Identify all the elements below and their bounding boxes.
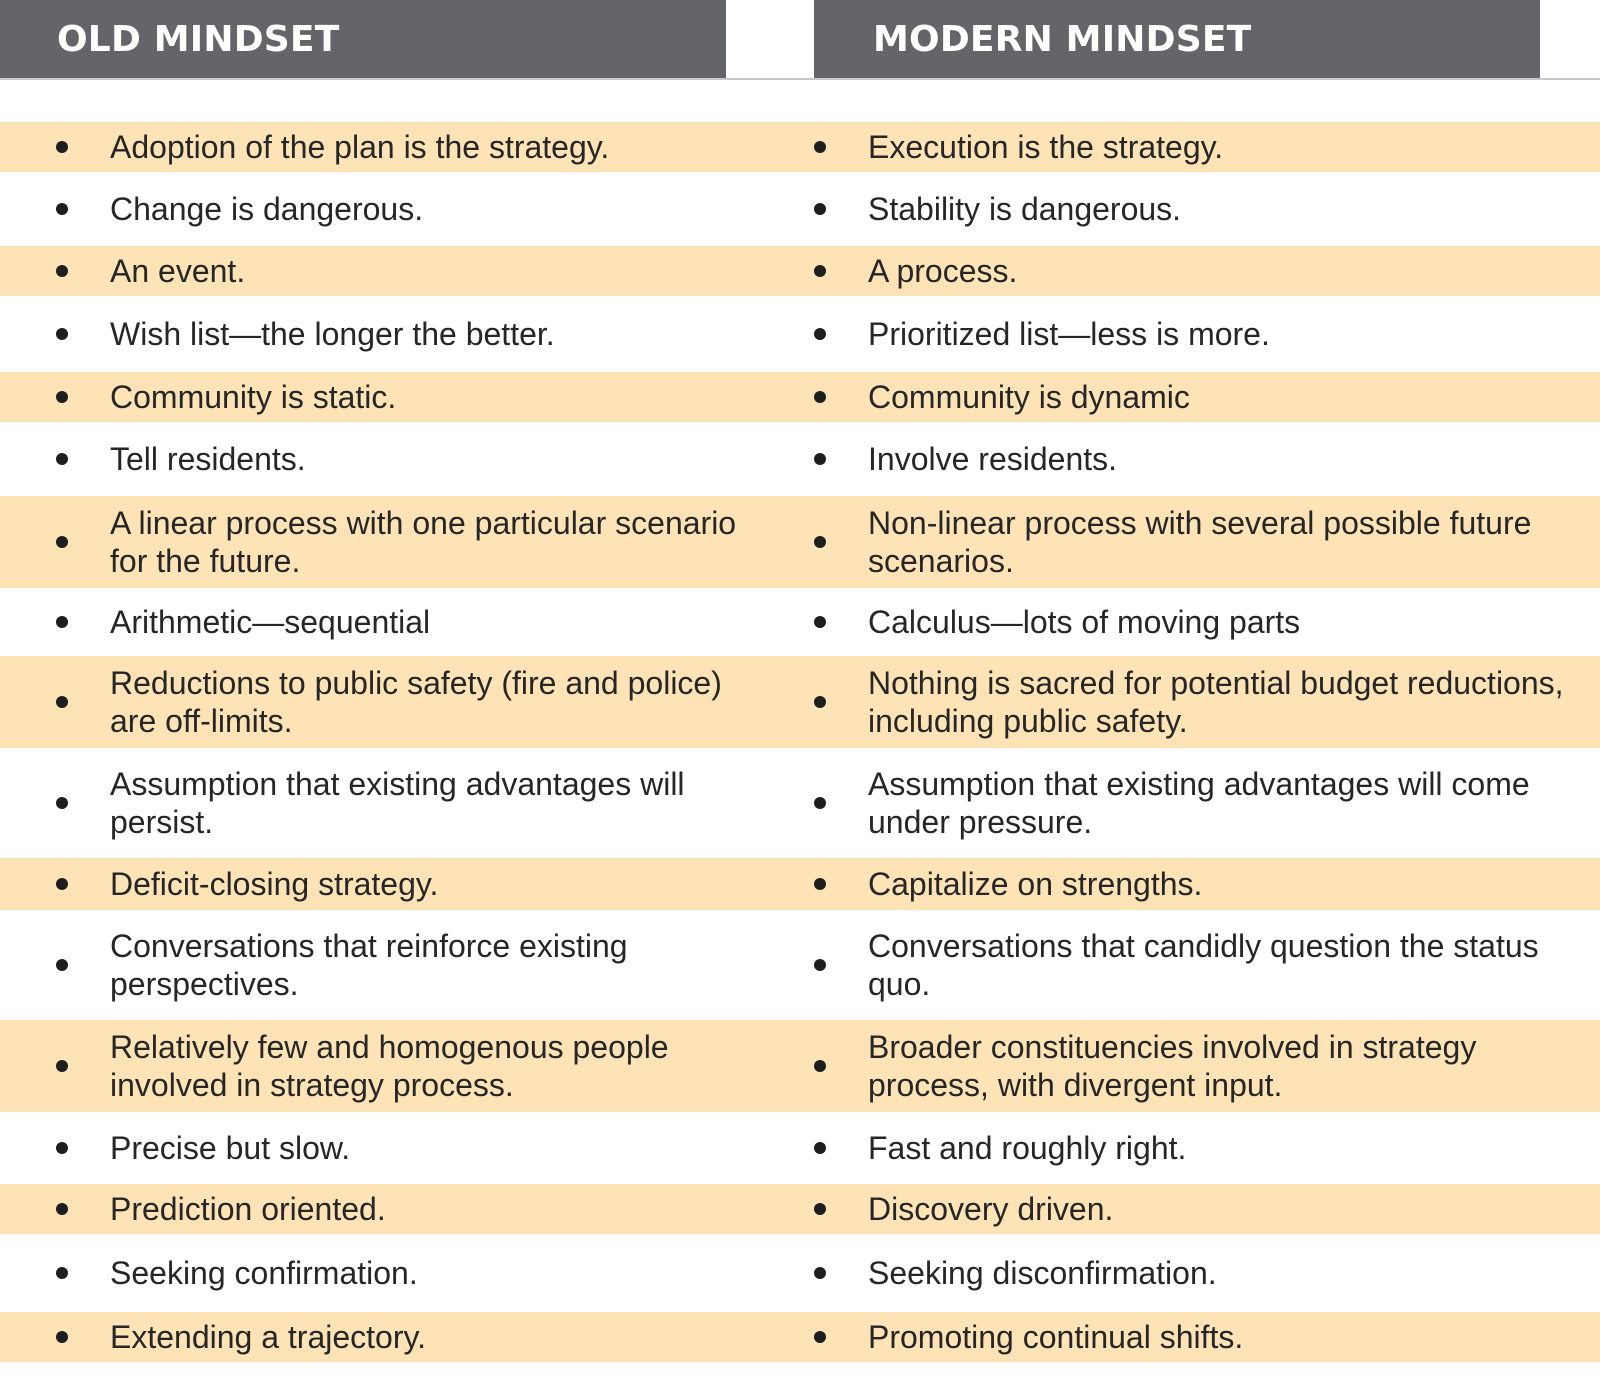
table-row xyxy=(0,1312,1600,1362)
old-mindset-item: Tell residents. xyxy=(110,441,306,477)
old-mindset-cell xyxy=(56,246,756,296)
modern-mindset-item: Conversations that candidly question the status quo. xyxy=(868,928,1539,1002)
modern-mindset-cell xyxy=(814,1112,1584,1184)
table-row xyxy=(0,372,1600,422)
bullet-icon xyxy=(56,1060,68,1072)
modern-mindset-header: MODERN MINDSET xyxy=(814,0,1540,78)
table-row xyxy=(0,1234,1600,1312)
modern-mindset-cell xyxy=(814,588,1584,656)
old-mindset-cell xyxy=(56,172,756,246)
bullet-icon xyxy=(814,265,826,277)
modern-mindset-cell xyxy=(814,748,1584,858)
table-row xyxy=(0,496,1600,588)
header-divider xyxy=(0,78,1600,80)
bullet-icon xyxy=(56,1267,68,1279)
modern-mindset-cell xyxy=(814,1312,1584,1362)
modern-mindset-cell xyxy=(814,1184,1584,1234)
table-row xyxy=(0,588,1600,656)
table-row xyxy=(0,1184,1600,1234)
bullet-icon xyxy=(814,1203,826,1215)
old-mindset-cell xyxy=(56,858,756,910)
modern-mindset-item: Non-linear process with several possible future scenarios. xyxy=(868,505,1532,579)
modern-mindset-item: Involve residents. xyxy=(868,441,1118,477)
old-mindset-cell xyxy=(56,588,756,656)
old-mindset-item: A linear process with one particular scenario for the future. xyxy=(110,505,737,579)
modern-mindset-cell xyxy=(814,422,1584,496)
old-mindset-cell xyxy=(56,656,756,748)
modern-mindset-cell xyxy=(814,1020,1584,1112)
old-mindset-cell xyxy=(56,910,756,1020)
old-mindset-cell xyxy=(56,1234,756,1312)
bullet-icon xyxy=(56,328,68,340)
modern-mindset-cell xyxy=(814,656,1584,748)
bullet-icon xyxy=(56,141,68,153)
old-mindset-item: Community is static. xyxy=(110,379,397,415)
modern-mindset-item: Nothing is sacred for potential budget reductions, including public safety. xyxy=(868,665,1564,739)
table-row xyxy=(0,1112,1600,1184)
modern-mindset-cell xyxy=(814,372,1584,422)
modern-mindset-cell xyxy=(814,122,1584,172)
table-row xyxy=(0,748,1600,858)
bullet-icon xyxy=(56,1142,68,1154)
old-mindset-item: Adoption of the plan is the strategy. xyxy=(110,129,610,165)
bullet-icon xyxy=(56,959,68,971)
modern-mindset-item: Seeking disconfirmation. xyxy=(868,1255,1217,1291)
old-mindset-cell xyxy=(56,496,756,588)
bullet-icon xyxy=(56,1331,68,1343)
old-mindset-cell xyxy=(56,372,756,422)
bullet-icon xyxy=(56,453,68,465)
bullet-icon xyxy=(56,265,68,277)
modern-mindset-item: Prioritized list—less is more. xyxy=(868,316,1270,352)
old-mindset-item: Conversations that reinforce existing perspectives. xyxy=(110,928,628,1002)
bullet-icon xyxy=(814,878,826,890)
old-mindset-item: Change is dangerous. xyxy=(110,191,424,227)
bullet-icon xyxy=(814,1267,826,1279)
modern-mindset-item: Calculus—lots of moving parts xyxy=(868,604,1301,640)
table-row xyxy=(0,656,1600,748)
table-row xyxy=(0,122,1600,172)
old-mindset-item: Arithmetic—sequential xyxy=(110,604,431,640)
old-mindset-cell xyxy=(56,122,756,172)
bullet-icon xyxy=(814,1060,826,1072)
old-mindset-item: Assumption that existing advantages will persist. xyxy=(110,766,685,840)
modern-mindset-cell xyxy=(814,910,1584,1020)
old-mindset-cell xyxy=(56,1020,756,1112)
bullet-icon xyxy=(56,797,68,809)
mindset-comparison-table xyxy=(0,122,1600,1362)
modern-mindset-item: Community is dynamic xyxy=(868,379,1190,415)
bullet-icon xyxy=(814,536,826,548)
bullet-icon xyxy=(56,1203,68,1215)
old-mindset-cell xyxy=(56,296,756,372)
bullet-icon xyxy=(814,141,826,153)
bullet-icon xyxy=(814,1142,826,1154)
table-row xyxy=(0,910,1600,1020)
bullet-icon xyxy=(814,1331,826,1343)
table-row xyxy=(0,296,1600,372)
modern-mindset-item: Capitalize on strengths. xyxy=(868,866,1203,902)
modern-mindset-cell xyxy=(814,246,1584,296)
table-row xyxy=(0,246,1600,296)
old-mindset-item: Reductions to public safety (fire and police) are off-limits. xyxy=(110,665,722,739)
old-mindset-cell xyxy=(56,1112,756,1184)
old-mindset-item: Seeking confirmation. xyxy=(110,1255,418,1291)
modern-mindset-cell xyxy=(814,1234,1584,1312)
bullet-icon xyxy=(56,878,68,890)
modern-mindset-cell xyxy=(814,296,1584,372)
old-mindset-item: Extending a trajectory. xyxy=(110,1319,427,1355)
bullet-icon xyxy=(814,616,826,628)
modern-mindset-cell xyxy=(814,858,1584,910)
bullet-icon xyxy=(56,391,68,403)
table-row xyxy=(0,1020,1600,1112)
old-mindset-cell xyxy=(56,748,756,858)
old-mindset-cell xyxy=(56,422,756,496)
old-mindset-item: Wish list—the longer the better. xyxy=(110,316,555,352)
modern-mindset-item: Assumption that existing advantages will come under pressure. xyxy=(868,766,1530,840)
old-mindset-cell xyxy=(56,1312,756,1362)
bullet-icon xyxy=(56,616,68,628)
modern-mindset-cell xyxy=(814,496,1584,588)
old-mindset-item: An event. xyxy=(110,253,246,289)
modern-mindset-item: Discovery driven. xyxy=(868,1191,1114,1227)
bullet-icon xyxy=(814,959,826,971)
table-row xyxy=(0,422,1600,496)
modern-mindset-item: Fast and roughly right. xyxy=(868,1130,1187,1166)
bullet-icon xyxy=(56,203,68,215)
bullet-icon xyxy=(814,328,826,340)
modern-mindset-item: A process. xyxy=(868,253,1018,289)
old-mindset-item: Prediction oriented. xyxy=(110,1191,386,1227)
old-mindset-header: OLD MINDSET xyxy=(0,0,726,78)
table-row xyxy=(0,858,1600,910)
bullet-icon xyxy=(814,696,826,708)
modern-mindset-item: Broader constituencies involved in strategy process, with divergent input. xyxy=(868,1029,1477,1103)
modern-mindset-item: Execution is the strategy. xyxy=(868,129,1224,165)
bullet-icon xyxy=(814,453,826,465)
modern-mindset-item: Promoting continual shifts. xyxy=(868,1319,1244,1355)
modern-mindset-cell xyxy=(814,172,1584,246)
table-row xyxy=(0,172,1600,246)
old-mindset-item: Precise but slow. xyxy=(110,1130,351,1166)
old-mindset-cell xyxy=(56,1184,756,1234)
bullet-icon xyxy=(814,797,826,809)
old-mindset-item: Relatively few and homogenous people involved in strategy process. xyxy=(110,1029,669,1103)
bullet-icon xyxy=(814,391,826,403)
modern-mindset-item: Stability is dangerous. xyxy=(868,191,1182,227)
bullet-icon xyxy=(56,696,68,708)
old-mindset-item: Deficit-closing strategy. xyxy=(110,866,439,902)
bullet-icon xyxy=(814,203,826,215)
bullet-icon xyxy=(56,536,68,548)
